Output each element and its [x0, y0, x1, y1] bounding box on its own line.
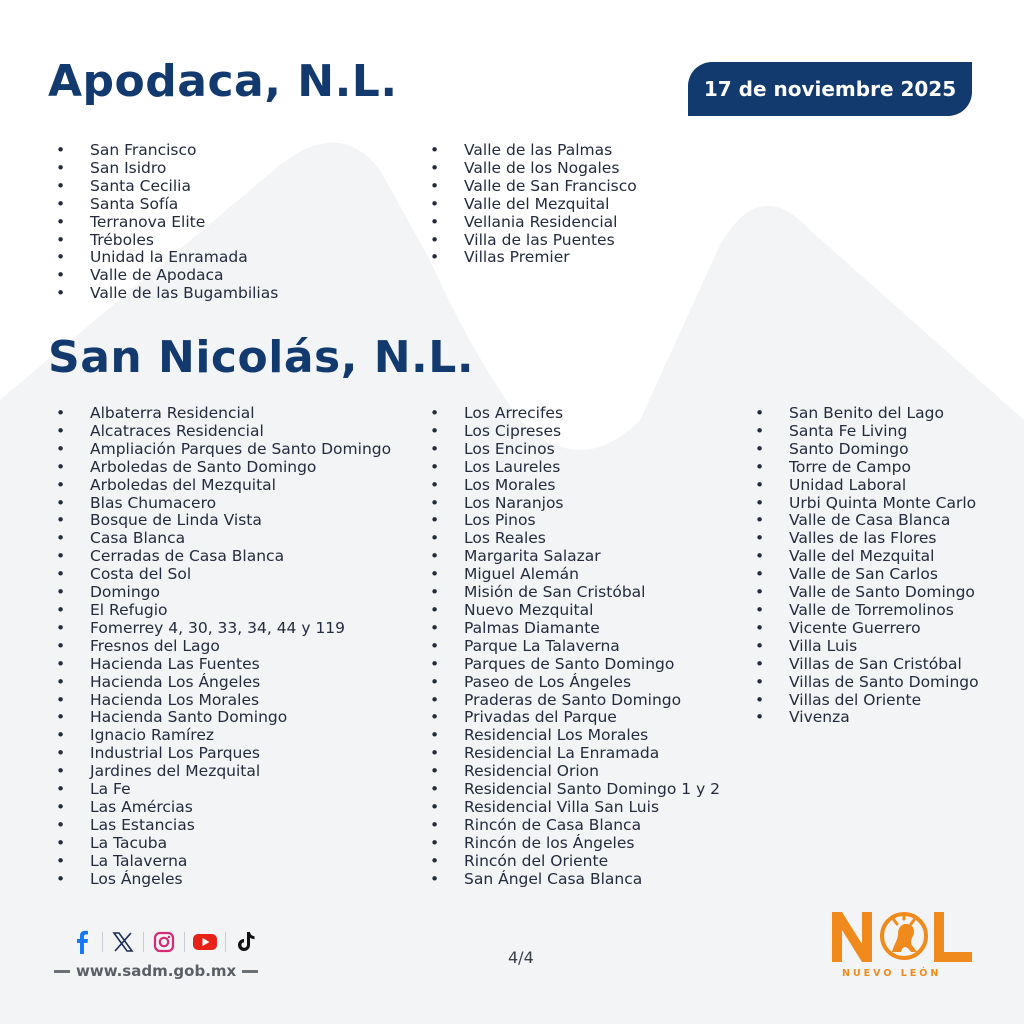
list-item: • Hacienda Los Morales	[56, 692, 391, 710]
apodaca-heading: Apodaca, N.L.	[48, 56, 398, 107]
list-item: • Blas Chumacero	[56, 495, 391, 513]
list-item: • Valle del Mezquital	[755, 548, 979, 566]
list-item: • San Isidro	[56, 160, 278, 178]
list-item: • Alcatraces Residencial	[56, 423, 391, 441]
list-item: • Valle de San Francisco	[430, 178, 637, 196]
tiktok-icon[interactable]	[232, 928, 260, 956]
website-link[interactable]	[54, 962, 258, 980]
list-item: • Albaterra Residencial	[56, 405, 391, 423]
list-item: • Las Amércias	[56, 799, 391, 817]
instagram-icon[interactable]	[150, 928, 178, 956]
separator	[184, 932, 185, 952]
website-text: www.sadm.gob.mx	[76, 962, 237, 980]
list-item: • Costa del Sol	[56, 566, 391, 584]
list-item: • Santa Cecilia	[56, 178, 278, 196]
youtube-icon[interactable]	[191, 928, 219, 956]
list-item: • Santa Fe Living	[755, 423, 979, 441]
list-item: • Arboledas de Santo Domingo	[56, 459, 391, 477]
list-item: • Los Morales	[430, 477, 720, 495]
logo-text: NUEVO LEÓN	[842, 968, 942, 979]
list-item: • Las Estancias	[56, 817, 391, 835]
logo-mark-icon	[828, 906, 976, 966]
list-item: • Miguel Alemán	[430, 566, 720, 584]
list-item: • Los Reales	[430, 530, 720, 548]
list-item: • Valle de Casa Blanca	[755, 512, 979, 530]
list-item: • Los Pinos	[430, 512, 720, 530]
list-item: • Torre de Campo	[755, 459, 979, 477]
list-item: • Industrial Los Parques	[56, 745, 391, 763]
list-item: • Parques de Santo Domingo	[430, 656, 720, 674]
san-nicolas-heading: San Nicolás, N.L.	[48, 332, 475, 383]
list-item: • Cerradas de Casa Blanca	[56, 548, 391, 566]
list-item: • Vicente Guerrero	[755, 620, 979, 638]
list-item: • Palmas Diamante	[430, 620, 720, 638]
list-item: • Villa Luis	[755, 638, 979, 656]
list-item: • Rincón de los Ángeles	[430, 835, 720, 853]
san-nicolas-list-col1	[56, 405, 391, 888]
list-item: • Ampliación Parques de Santo Domingo	[56, 441, 391, 459]
apodaca-list-col1	[56, 142, 278, 303]
list-item: • Misión de San Cristóbal	[430, 584, 720, 602]
list-item: • Villas de San Cristóbal	[755, 656, 979, 674]
list-item: • Terranova Elite	[56, 214, 278, 232]
list-item: • Valle del Mezquital	[430, 196, 637, 214]
list-item: • Residencial Orion	[430, 763, 720, 781]
list-item: • Residencial La Enramada	[430, 745, 720, 763]
dash-left	[54, 970, 70, 973]
list-item: • Vivenza	[755, 709, 979, 727]
list-item: • Rincón del Oriente	[430, 853, 720, 871]
list-item: • Valle de Apodaca	[56, 267, 278, 285]
list-item: • Residencial Villa San Luis	[430, 799, 720, 817]
list-item: • Tréboles	[56, 232, 278, 250]
date-badge: 17 de noviembre 2025	[688, 62, 972, 116]
list-item: • Villas de Santo Domingo	[755, 674, 979, 692]
list-item: • Unidad la Enramada	[56, 249, 278, 267]
list-item: • Paseo de Los Ángeles	[430, 674, 720, 692]
list-item: • San Ángel Casa Blanca	[430, 871, 720, 889]
list-item: • La Fe	[56, 781, 391, 799]
list-item: • Unidad Laboral	[755, 477, 979, 495]
list-item: • San Francisco	[56, 142, 278, 160]
list-item: • Jardines del Mezquital	[56, 763, 391, 781]
list-item: • Bosque de Linda Vista	[56, 512, 391, 530]
list-item: • Los Laureles	[430, 459, 720, 477]
list-item: • La Tacuba	[56, 835, 391, 853]
nuevo-leon-logo	[828, 906, 976, 986]
list-item: • Ignacio Ramírez	[56, 727, 391, 745]
list-item: • Residencial Santo Domingo 1 y 2	[430, 781, 720, 799]
list-item: • Rincón de Casa Blanca	[430, 817, 720, 835]
list-item: • Nuevo Mezquital	[430, 602, 720, 620]
separator	[143, 932, 144, 952]
apodaca-list-col2	[430, 142, 637, 267]
list-item: • Villas Premier	[430, 249, 637, 267]
list-item: • Valle de los Nogales	[430, 160, 637, 178]
list-item: • Hacienda Las Fuentes	[56, 656, 391, 674]
list-item: • Praderas de Santo Domingo	[430, 692, 720, 710]
list-item: • Valle de San Carlos	[755, 566, 979, 584]
list-item: • Hacienda Santo Domingo	[56, 709, 391, 727]
list-item: • Valles de las Flores	[755, 530, 979, 548]
list-item: • El Refugio	[56, 602, 391, 620]
list-item: • La Talaverna	[56, 853, 391, 871]
list-item: • Urbi Quinta Monte Carlo	[755, 495, 979, 513]
list-item: • Valle de las Palmas	[430, 142, 637, 160]
list-item: • Vellania Residencial	[430, 214, 637, 232]
list-item: • Hacienda Los Ángeles	[56, 674, 391, 692]
dash-right	[242, 970, 258, 973]
list-item: • Casa Blanca	[56, 530, 391, 548]
list-item: • San Benito del Lago	[755, 405, 979, 423]
list-item: • Los Arrecifes	[430, 405, 720, 423]
list-item: • Los Encinos	[430, 441, 720, 459]
separator	[225, 932, 226, 952]
list-item: • Los Cipreses	[430, 423, 720, 441]
facebook-icon[interactable]	[68, 928, 96, 956]
list-item: • Los Ángeles	[56, 871, 391, 889]
list-item: • Los Naranjos	[430, 495, 720, 513]
list-item: • Privadas del Parque	[430, 709, 720, 727]
x-icon[interactable]	[109, 928, 137, 956]
list-item: • Santo Domingo	[755, 441, 979, 459]
list-item: • Valle de las Bugambilias	[56, 285, 278, 303]
list-item: • Arboledas del Mezquital	[56, 477, 391, 495]
list-item: • Fomerrey 4, 30, 33, 34, 44 y 119	[56, 620, 391, 638]
social-icons	[68, 928, 260, 956]
list-item: • Parque La Talaverna	[430, 638, 720, 656]
list-item: • Santa Sofía	[56, 196, 278, 214]
list-item: • Residencial Los Morales	[430, 727, 720, 745]
page-number: 4/4	[508, 948, 534, 967]
list-item: • Domingo	[56, 584, 391, 602]
list-item: • Villa de las Puentes	[430, 232, 637, 250]
list-item: • Valle de Santo Domingo	[755, 584, 979, 602]
list-item: • Fresnos del Lago	[56, 638, 391, 656]
list-item: • Villas del Oriente	[755, 692, 979, 710]
list-item: • Margarita Salazar	[430, 548, 720, 566]
san-nicolas-list-col2	[430, 405, 720, 888]
list-item: • Valle de Torremolinos	[755, 602, 979, 620]
separator	[102, 932, 103, 952]
san-nicolas-list-col3	[755, 405, 979, 727]
